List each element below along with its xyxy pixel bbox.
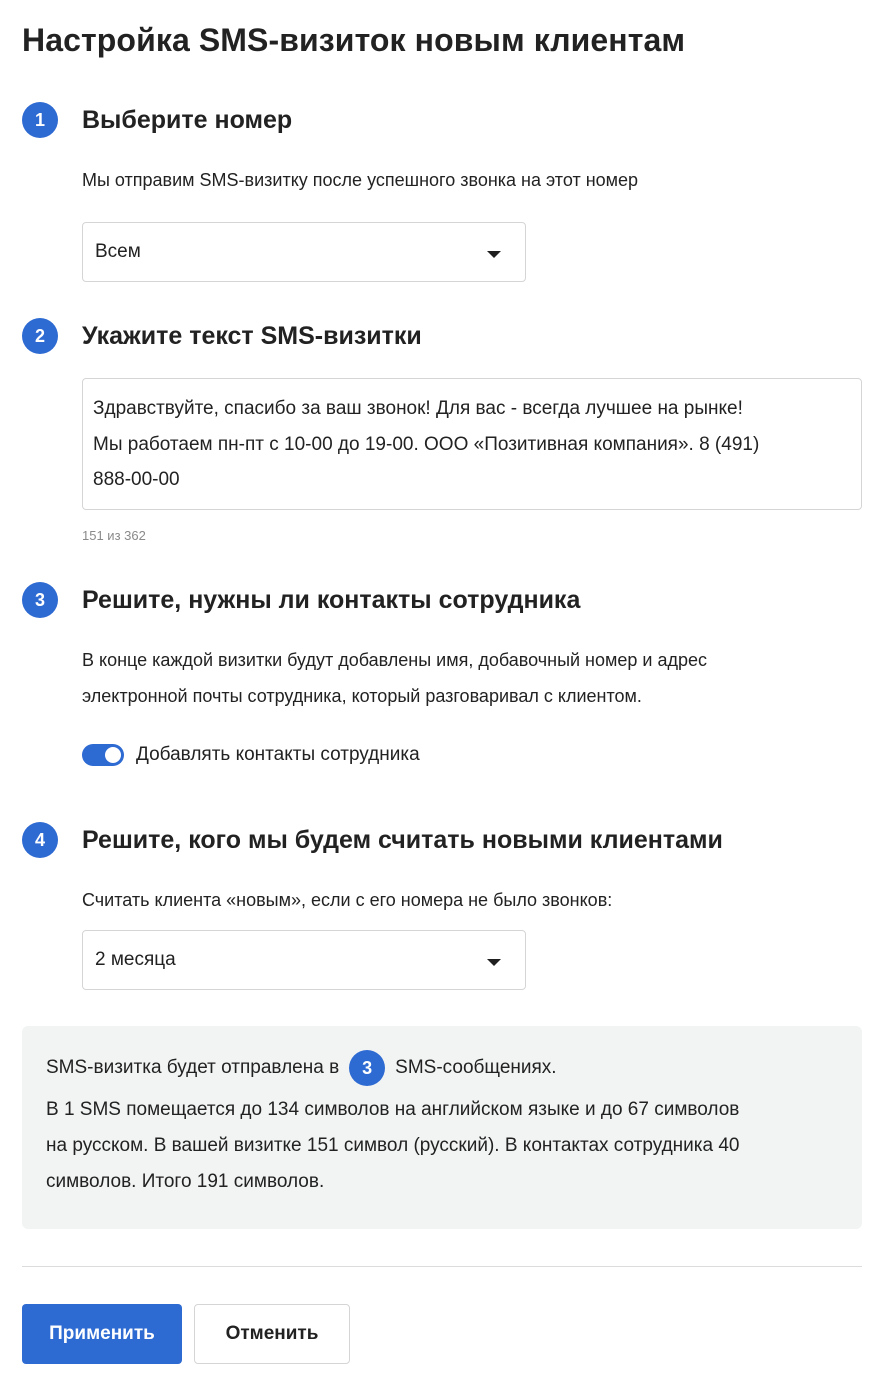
sms-count-info — [22, 1026, 862, 1229]
step-description: Считать клиента «новым», если с его номера не было звонков: — [82, 890, 613, 910]
step-number-badge: 4 — [22, 822, 58, 858]
step-header — [22, 582, 862, 618]
step-header — [22, 822, 862, 858]
info-line: символов. Итого 191 символов. — [46, 1171, 325, 1192]
character-counter: 151 из 362 — [82, 528, 146, 543]
step-header — [22, 102, 862, 138]
toggle-label[interactable]: Добавлять контакты сотрудника — [136, 744, 420, 765]
step-description: Мы отправим SMS-визитку после успешного звонка на этот номер — [82, 170, 639, 190]
number-select[interactable] — [82, 222, 526, 282]
step-new-clients — [22, 822, 862, 990]
sms-text-input[interactable] — [82, 378, 862, 510]
apply-button[interactable]: Применить — [22, 1304, 182, 1364]
info-suffix: SMS-сообщениях. — [395, 1057, 557, 1078]
info-prefix: SMS-визитка будет отправлена в — [46, 1057, 340, 1078]
step-sms-text — [22, 318, 862, 543]
employee-contacts-toggle[interactable] — [82, 744, 124, 766]
period-select-value: 2 месяца — [95, 949, 176, 970]
step-title: Выберите номер — [82, 105, 293, 134]
chevron-down-icon — [487, 959, 501, 966]
sms-text-line: 888-00-00 — [93, 469, 180, 490]
number-select-value: Всем — [95, 241, 141, 262]
step-select-number — [22, 102, 862, 282]
sms-count-badge: 3 — [349, 1050, 385, 1086]
step-number-badge: 3 — [22, 582, 58, 618]
step-header — [22, 318, 862, 354]
toggle-knob — [105, 747, 121, 763]
divider — [22, 1266, 862, 1267]
info-line: на русском. В вашей визитке 151 символ (русский). В контактах сотрудника 40 — [46, 1135, 740, 1156]
sms-text-line: Мы работаем пн-пт с 10-00 до 19-00. ООО «Позитивная компания». 8 (491) — [93, 433, 760, 455]
step-description: В конце каждой визитки будут добавлены имя, добавочный номер и адрес — [82, 650, 707, 670]
step-description: электронной почты сотрудника, который разговаривал с клиентом. — [82, 686, 642, 706]
step-employee-contacts — [22, 582, 862, 766]
chevron-down-icon — [487, 251, 501, 258]
employee-contacts-toggle-row — [82, 744, 862, 766]
cancel-button[interactable]: Отменить — [194, 1304, 350, 1364]
step-number-badge: 2 — [22, 318, 58, 354]
period-select[interactable] — [82, 930, 526, 990]
info-line: В 1 SMS помещается до 134 символов на английском языке и до 67 символов — [46, 1099, 740, 1120]
page-title: Настройка SMS-визиток новым клиентам — [22, 22, 686, 58]
sms-count-summary — [46, 1050, 838, 1086]
step-title: Решите, кого мы будем считать новыми клиентами — [82, 825, 723, 854]
step-title: Укажите текст SMS-визитки — [82, 321, 422, 350]
step-number-badge: 1 — [22, 102, 58, 138]
sms-text-line: Здравствуйте, спасибо за ваш звонок! Для вас - всегда лучшее на рынке! — [93, 398, 743, 419]
step-title: Решите, нужны ли контакты сотрудника — [82, 585, 581, 614]
info-details — [46, 1092, 838, 1200]
